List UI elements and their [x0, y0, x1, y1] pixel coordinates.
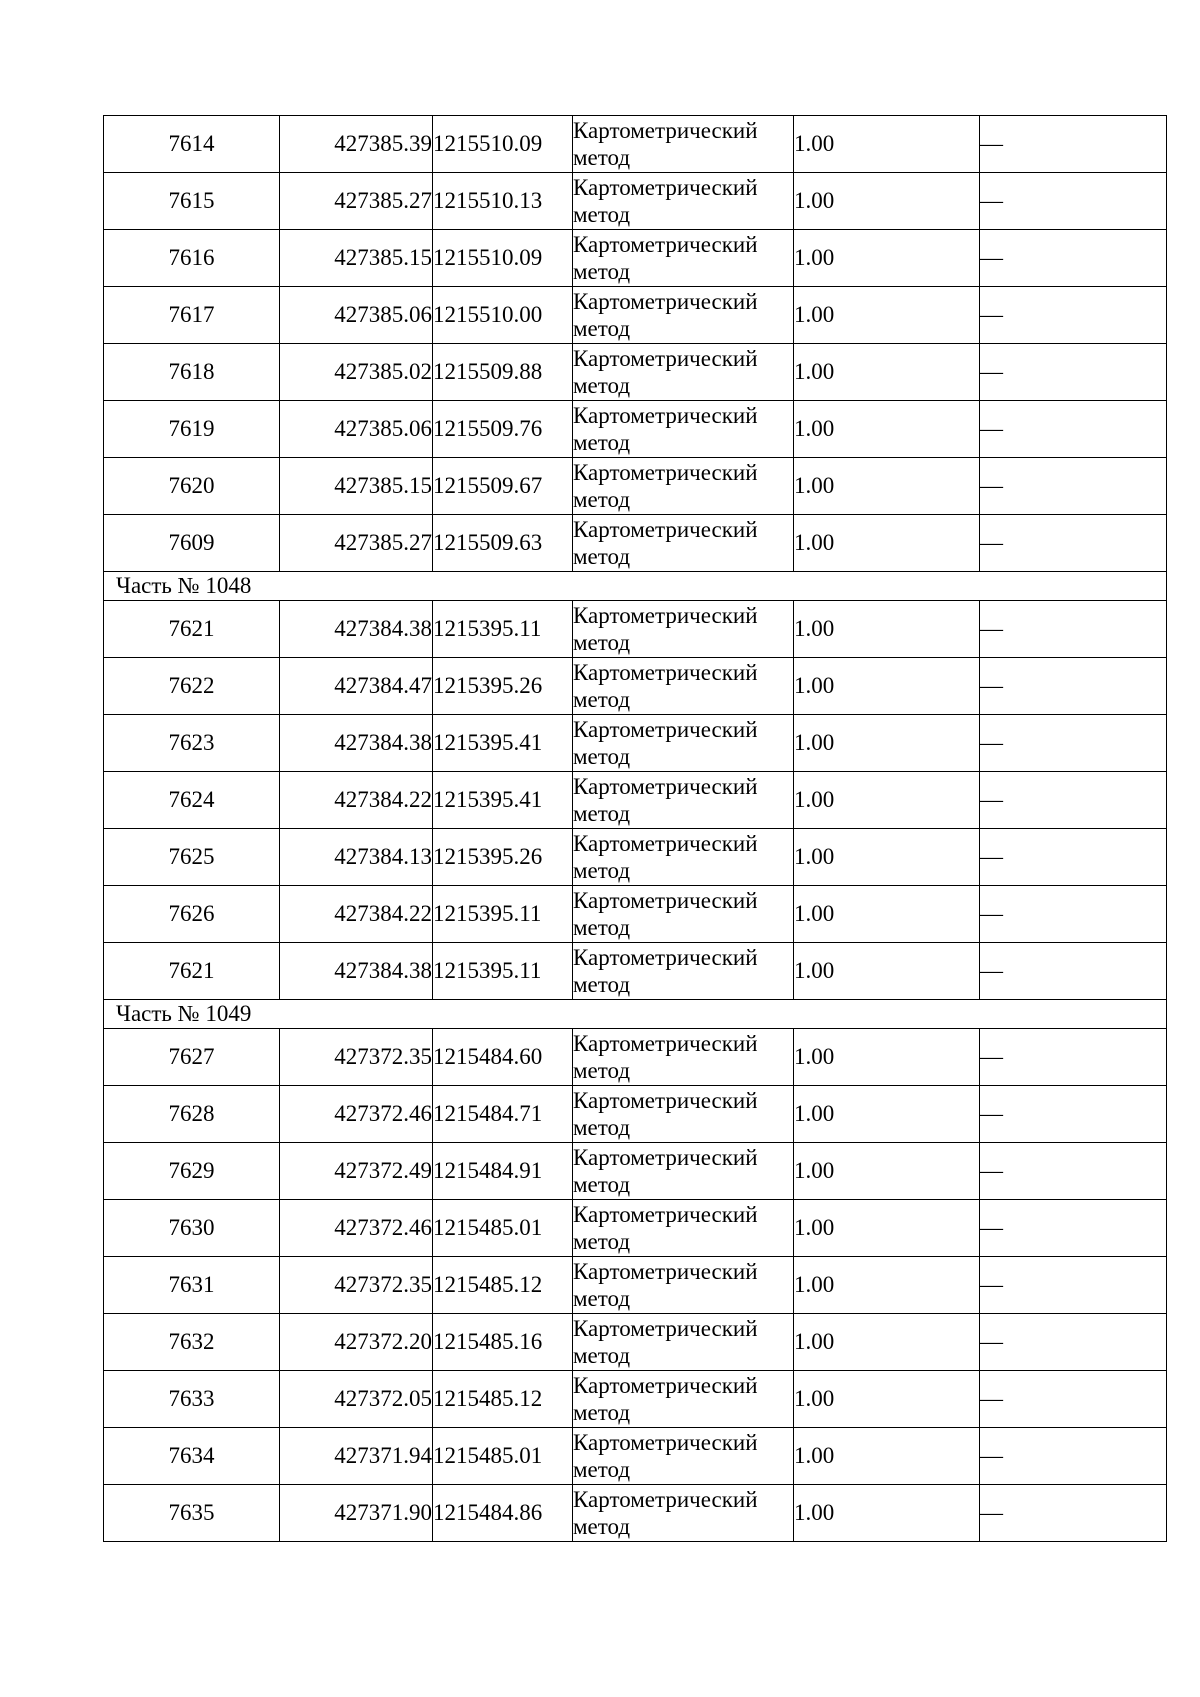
table-row [104, 230, 1167, 287]
accuracy-cell: 1.00 [794, 658, 980, 715]
coordinate-y: 1215395.26 [433, 829, 573, 886]
table-row [104, 886, 1167, 943]
table-row [104, 344, 1167, 401]
point-number: 7621 [104, 943, 280, 1000]
description-cell: — [980, 1257, 1167, 1314]
coordinate-x: 427371.90 [280, 1485, 433, 1542]
table-row [104, 943, 1167, 1000]
accuracy-cell: 1.00 [794, 1371, 980, 1428]
point-number: 7609 [104, 515, 280, 572]
method-cell: Картометрический метод [573, 772, 794, 829]
coordinate-x: 427372.35 [280, 1029, 433, 1086]
table-row [104, 1029, 1167, 1086]
coordinate-x: 427384.13 [280, 829, 433, 886]
method-cell: Картометрический метод [573, 829, 794, 886]
coordinate-y: 1215395.26 [433, 658, 573, 715]
description-cell: — [980, 1200, 1167, 1257]
method-cell: Картометрический метод [573, 230, 794, 287]
coordinates-table-body [104, 116, 1167, 1542]
section-title: Часть № 1049 [104, 1000, 1167, 1029]
coordinate-y: 1215510.13 [433, 173, 573, 230]
table-row [104, 1143, 1167, 1200]
accuracy-cell: 1.00 [794, 1485, 980, 1542]
point-number: 7625 [104, 829, 280, 886]
coordinate-y: 1215395.11 [433, 601, 573, 658]
coordinate-x: 427384.22 [280, 886, 433, 943]
coordinate-y: 1215510.00 [433, 287, 573, 344]
coordinate-y: 1215485.12 [433, 1371, 573, 1428]
accuracy-cell: 1.00 [794, 344, 980, 401]
coordinate-x: 427372.49 [280, 1143, 433, 1200]
coordinate-y: 1215485.12 [433, 1257, 573, 1314]
point-number: 7627 [104, 1029, 280, 1086]
description-cell: — [980, 230, 1167, 287]
description-cell: — [980, 1143, 1167, 1200]
accuracy-cell: 1.00 [794, 829, 980, 886]
description-cell: — [980, 1428, 1167, 1485]
coordinate-y: 1215509.67 [433, 458, 573, 515]
point-number: 7631 [104, 1257, 280, 1314]
description-cell: — [980, 715, 1167, 772]
method-cell: Картометрический метод [573, 515, 794, 572]
method-cell: Картометрический метод [573, 1428, 794, 1485]
description-cell: — [980, 458, 1167, 515]
section-title: Часть № 1048 [104, 572, 1167, 601]
description-cell: — [980, 772, 1167, 829]
table-row [104, 1086, 1167, 1143]
accuracy-cell: 1.00 [794, 116, 980, 173]
method-cell: Картометрический метод [573, 886, 794, 943]
coordinate-y: 1215485.16 [433, 1314, 573, 1371]
method-cell: Картометрический метод [573, 601, 794, 658]
description-cell: — [980, 1485, 1167, 1542]
description-cell: — [980, 287, 1167, 344]
point-number: 7616 [104, 230, 280, 287]
accuracy-cell: 1.00 [794, 772, 980, 829]
coordinate-x: 427371.94 [280, 1428, 433, 1485]
point-number: 7622 [104, 658, 280, 715]
table-row [104, 715, 1167, 772]
table-row [104, 1371, 1167, 1428]
method-cell: Картометрический метод [573, 658, 794, 715]
method-cell: Картометрический метод [573, 1314, 794, 1371]
coordinate-x: 427384.47 [280, 658, 433, 715]
coordinate-x: 427372.05 [280, 1371, 433, 1428]
description-cell: — [980, 173, 1167, 230]
accuracy-cell: 1.00 [794, 287, 980, 344]
method-cell: Картометрический метод [573, 1200, 794, 1257]
table-row [104, 458, 1167, 515]
point-number: 7619 [104, 401, 280, 458]
method-cell: Картометрический метод [573, 1029, 794, 1086]
method-cell: Картометрический метод [573, 287, 794, 344]
method-cell: Картометрический метод [573, 1143, 794, 1200]
table-row [104, 287, 1167, 344]
method-cell: Картометрический метод [573, 458, 794, 515]
description-cell: — [980, 1029, 1167, 1086]
description-cell: — [980, 515, 1167, 572]
point-number: 7617 [104, 287, 280, 344]
accuracy-cell: 1.00 [794, 1086, 980, 1143]
section-header-row [104, 1000, 1167, 1029]
coordinate-y: 1215510.09 [433, 230, 573, 287]
coordinate-y: 1215509.63 [433, 515, 573, 572]
accuracy-cell: 1.00 [794, 401, 980, 458]
description-cell: — [980, 1314, 1167, 1371]
coordinate-x: 427385.06 [280, 401, 433, 458]
accuracy-cell: 1.00 [794, 1143, 980, 1200]
table-row [104, 658, 1167, 715]
coordinate-x: 427384.38 [280, 943, 433, 1000]
accuracy-cell: 1.00 [794, 1428, 980, 1485]
coordinate-y: 1215395.41 [433, 715, 573, 772]
point-number: 7635 [104, 1485, 280, 1542]
coordinate-x: 427372.46 [280, 1086, 433, 1143]
method-cell: Картометрический метод [573, 1371, 794, 1428]
coordinate-y: 1215484.86 [433, 1485, 573, 1542]
coordinate-x: 427385.27 [280, 515, 433, 572]
accuracy-cell: 1.00 [794, 715, 980, 772]
coordinate-y: 1215510.09 [433, 116, 573, 173]
point-number: 7621 [104, 601, 280, 658]
method-cell: Картометрический метод [573, 1485, 794, 1542]
point-number: 7630 [104, 1200, 280, 1257]
method-cell: Картометрический метод [573, 344, 794, 401]
table-row [104, 772, 1167, 829]
accuracy-cell: 1.00 [794, 515, 980, 572]
accuracy-cell: 1.00 [794, 601, 980, 658]
description-cell: — [980, 401, 1167, 458]
coordinate-y: 1215485.01 [433, 1428, 573, 1485]
coordinate-y: 1215395.11 [433, 943, 573, 1000]
method-cell: Картометрический метод [573, 116, 794, 173]
description-cell: — [980, 886, 1167, 943]
table-row [104, 1485, 1167, 1542]
point-number: 7615 [104, 173, 280, 230]
coordinate-x: 427385.02 [280, 344, 433, 401]
coordinate-y: 1215484.60 [433, 1029, 573, 1086]
table-row [104, 173, 1167, 230]
coordinate-x: 427372.20 [280, 1314, 433, 1371]
coordinate-y: 1215484.71 [433, 1086, 573, 1143]
coordinate-y: 1215484.91 [433, 1143, 573, 1200]
accuracy-cell: 1.00 [794, 230, 980, 287]
coordinate-x: 427385.15 [280, 458, 433, 515]
description-cell: — [980, 116, 1167, 173]
point-number: 7624 [104, 772, 280, 829]
coordinate-x: 427384.38 [280, 715, 433, 772]
description-cell: — [980, 344, 1167, 401]
method-cell: Картометрический метод [573, 1257, 794, 1314]
description-cell: — [980, 601, 1167, 658]
point-number: 7618 [104, 344, 280, 401]
table-row [104, 515, 1167, 572]
point-number: 7620 [104, 458, 280, 515]
coordinate-y: 1215395.11 [433, 886, 573, 943]
point-number: 7629 [104, 1143, 280, 1200]
accuracy-cell: 1.00 [794, 943, 980, 1000]
description-cell: — [980, 1086, 1167, 1143]
accuracy-cell: 1.00 [794, 886, 980, 943]
accuracy-cell: 1.00 [794, 1200, 980, 1257]
table-row [104, 829, 1167, 886]
coordinate-y: 1215485.01 [433, 1200, 573, 1257]
method-cell: Картометрический метод [573, 1086, 794, 1143]
point-number: 7632 [104, 1314, 280, 1371]
table-row [104, 401, 1167, 458]
coordinate-x: 427372.46 [280, 1200, 433, 1257]
accuracy-cell: 1.00 [794, 1029, 980, 1086]
accuracy-cell: 1.00 [794, 1257, 980, 1314]
description-cell: — [980, 1371, 1167, 1428]
coordinate-x: 427372.35 [280, 1257, 433, 1314]
coordinate-y: 1215395.41 [433, 772, 573, 829]
coordinate-x: 427384.38 [280, 601, 433, 658]
coordinates-table [103, 115, 1167, 1542]
table-row [104, 116, 1167, 173]
description-cell: — [980, 658, 1167, 715]
accuracy-cell: 1.00 [794, 173, 980, 230]
section-header-row [104, 572, 1167, 601]
point-number: 7634 [104, 1428, 280, 1485]
method-cell: Картометрический метод [573, 943, 794, 1000]
coordinate-x: 427385.39 [280, 116, 433, 173]
coordinate-x: 427385.15 [280, 230, 433, 287]
table-row [104, 1200, 1167, 1257]
table-row [104, 1314, 1167, 1371]
description-cell: — [980, 829, 1167, 886]
coordinate-y: 1215509.76 [433, 401, 573, 458]
description-cell: — [980, 943, 1167, 1000]
method-cell: Картометрический метод [573, 173, 794, 230]
coordinate-y: 1215509.88 [433, 344, 573, 401]
accuracy-cell: 1.00 [794, 1314, 980, 1371]
table-row [104, 1257, 1167, 1314]
point-number: 7614 [104, 116, 280, 173]
point-number: 7633 [104, 1371, 280, 1428]
method-cell: Картометрический метод [573, 401, 794, 458]
point-number: 7623 [104, 715, 280, 772]
coordinate-x: 427384.22 [280, 772, 433, 829]
point-number: 7626 [104, 886, 280, 943]
method-cell: Картометрический метод [573, 715, 794, 772]
accuracy-cell: 1.00 [794, 458, 980, 515]
coordinate-x: 427385.27 [280, 173, 433, 230]
coordinate-x: 427385.06 [280, 287, 433, 344]
table-row [104, 1428, 1167, 1485]
table-row [104, 601, 1167, 658]
point-number: 7628 [104, 1086, 280, 1143]
